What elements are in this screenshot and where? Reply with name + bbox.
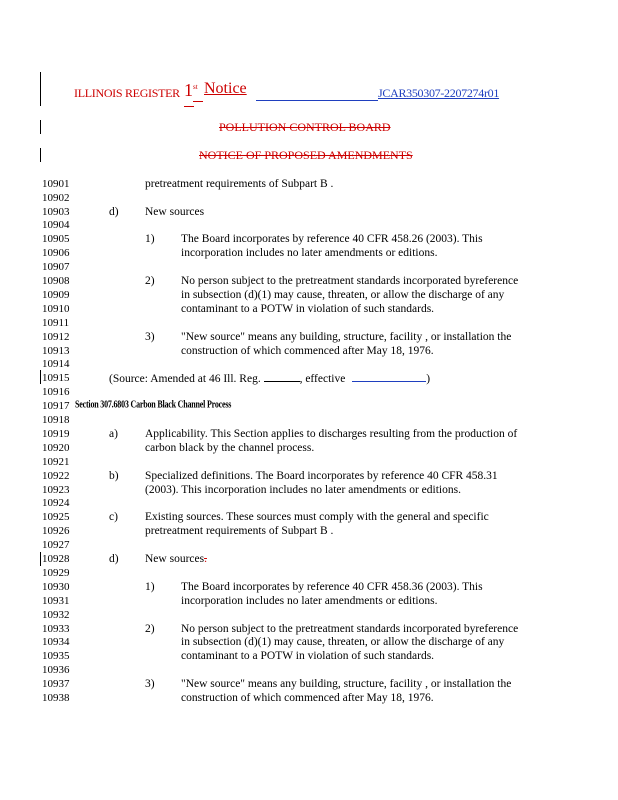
change-bar xyxy=(40,72,41,106)
change-bar xyxy=(40,148,41,162)
body-text: construction of which commenced after May 18, 1976. xyxy=(181,692,434,704)
line-number: 10921 xyxy=(42,456,70,468)
body-text: pretreatment requirements of Subpart B . xyxy=(145,178,334,190)
source-note-prefix: (Source: Amended at 46 Ill. Reg. xyxy=(109,373,264,385)
body-text: pretreatment requirements of Subpart B . xyxy=(145,525,334,537)
body-text: incorporation includes no later amendments or editions. xyxy=(181,247,438,259)
change-bar xyxy=(40,552,41,566)
body-text: No person subject to the pretreatment standards incorporated byreference xyxy=(181,275,519,287)
line-number: 10937 xyxy=(42,678,70,690)
body-text: in subsection (d)(1) may cause, threaten, or allow the discharge of any xyxy=(181,289,505,301)
line-number: 10917 xyxy=(42,400,70,412)
new-sources-text: New sources xyxy=(145,553,205,565)
agency-name: POLLUTION CONTROL BOARD xyxy=(219,120,391,134)
line-number: 10915 xyxy=(42,372,70,384)
line-number: 10931 xyxy=(42,595,70,607)
source-note xyxy=(109,371,430,386)
body-text: The Board incorporates by reference 40 CFR 458.36 (2003). This xyxy=(181,581,483,593)
item-label: 3) xyxy=(145,331,155,343)
effective-date-blank xyxy=(352,371,426,382)
line-number: 10935 xyxy=(42,650,70,662)
line-number: 10901 xyxy=(42,178,70,190)
body-text: "New source" means any building, structure, facility , or installation the xyxy=(181,678,512,690)
line-number: 10932 xyxy=(42,609,70,621)
line-number: 10902 xyxy=(42,192,70,204)
change-bar xyxy=(40,120,41,134)
line-number: 10919 xyxy=(42,428,70,440)
item-label: 2) xyxy=(145,623,155,635)
line-number: 10928 xyxy=(42,553,70,565)
header-rule xyxy=(184,106,194,107)
item-label: c) xyxy=(109,511,118,523)
jcar-code: JCAR350307-2207274r01 xyxy=(378,86,500,100)
line-number: 10938 xyxy=(42,692,70,704)
body-text: Applicability. This Section applies to discharges resulting from the production of xyxy=(145,428,518,440)
line-number: 10910 xyxy=(42,303,70,315)
body-text: incorporation includes no later amendments or editions. xyxy=(181,595,438,607)
body-text xyxy=(145,552,207,566)
line-number: 10927 xyxy=(42,539,70,551)
register-title: ILLINOIS REGISTER xyxy=(74,86,180,100)
line-number: 10920 xyxy=(42,442,70,454)
body-text: "New source" means any building, structure, facility , or installation the xyxy=(181,331,512,343)
body-text: carbon black by the channel process. xyxy=(145,442,315,454)
header-rule xyxy=(256,100,378,101)
line-number: 10930 xyxy=(42,581,70,593)
line-number: 10907 xyxy=(42,261,70,273)
line-number: 10929 xyxy=(42,567,70,579)
item-label: 1) xyxy=(145,233,155,245)
line-number: 10908 xyxy=(42,275,70,287)
line-number: 10911 xyxy=(42,317,70,329)
line-number: 10923 xyxy=(42,484,70,496)
change-bar xyxy=(40,370,41,384)
body-text: (2003). This incorporation includes no later amendments or editions. xyxy=(145,484,461,496)
notice-type: NOTICE OF PROPOSED AMENDMENTS xyxy=(199,148,413,162)
line-number: 10926 xyxy=(42,525,70,537)
item-label: d) xyxy=(109,206,119,218)
body-text: The Board incorporates by reference 40 CFR 458.26 (2003). This xyxy=(181,233,483,245)
source-note-mid: , effective xyxy=(299,373,349,385)
header-rule xyxy=(193,101,203,102)
line-number: 10914 xyxy=(42,358,70,370)
page-number-value: 1 xyxy=(184,80,193,100)
line-number: 10922 xyxy=(42,470,70,482)
body-text: contaminant to a POTW in violation of such standards. xyxy=(181,303,435,315)
line-number: 10906 xyxy=(42,247,70,259)
body-text: Existing sources. These sources must comply with the general and specific xyxy=(145,511,489,523)
source-note-suffix: ) xyxy=(426,373,431,385)
line-number: 10925 xyxy=(42,511,70,523)
item-label: 2) xyxy=(145,275,155,287)
page-number xyxy=(184,80,198,101)
item-label: b) xyxy=(109,470,119,482)
item-label: a) xyxy=(109,428,118,440)
body-text: Specialized definitions. The Board incorporates by reference 40 CFR 458.31 xyxy=(145,470,498,482)
item-label: d) xyxy=(109,553,119,565)
item-label: 3) xyxy=(145,678,155,690)
body-text: contaminant to a POTW in violation of such standards. xyxy=(181,650,435,662)
body-text: New sources xyxy=(145,206,205,218)
deleted-period: . xyxy=(204,553,207,565)
line-number: 10905 xyxy=(42,233,70,245)
line-number: 10936 xyxy=(42,664,70,676)
line-number: 10903 xyxy=(42,206,70,218)
line-number: 10933 xyxy=(42,623,70,635)
line-number: 10918 xyxy=(42,414,70,426)
line-number: 10912 xyxy=(42,331,70,343)
body-text: in subsection (d)(1) may cause, threaten, or allow the discharge of any xyxy=(181,636,505,648)
line-number: 10913 xyxy=(42,345,70,357)
volume-blank xyxy=(264,371,300,382)
page-number-suffix: st xyxy=(193,83,198,91)
notice-label: Notice xyxy=(204,80,247,97)
line-number: 10934 xyxy=(42,636,70,648)
section-heading-text: Section 307.6803 Carbon Black Channel Process xyxy=(75,398,232,411)
line-number: 10909 xyxy=(42,289,70,301)
line-number: 10904 xyxy=(42,219,70,231)
line-number: 10916 xyxy=(42,386,70,398)
body-text: construction of which commenced after May 18, 1976. xyxy=(181,345,434,357)
section-heading xyxy=(75,399,231,414)
body-text: No person subject to the pretreatment standards incorporated byreference xyxy=(181,623,519,635)
line-number: 10924 xyxy=(42,497,70,509)
item-label: 1) xyxy=(145,581,155,593)
